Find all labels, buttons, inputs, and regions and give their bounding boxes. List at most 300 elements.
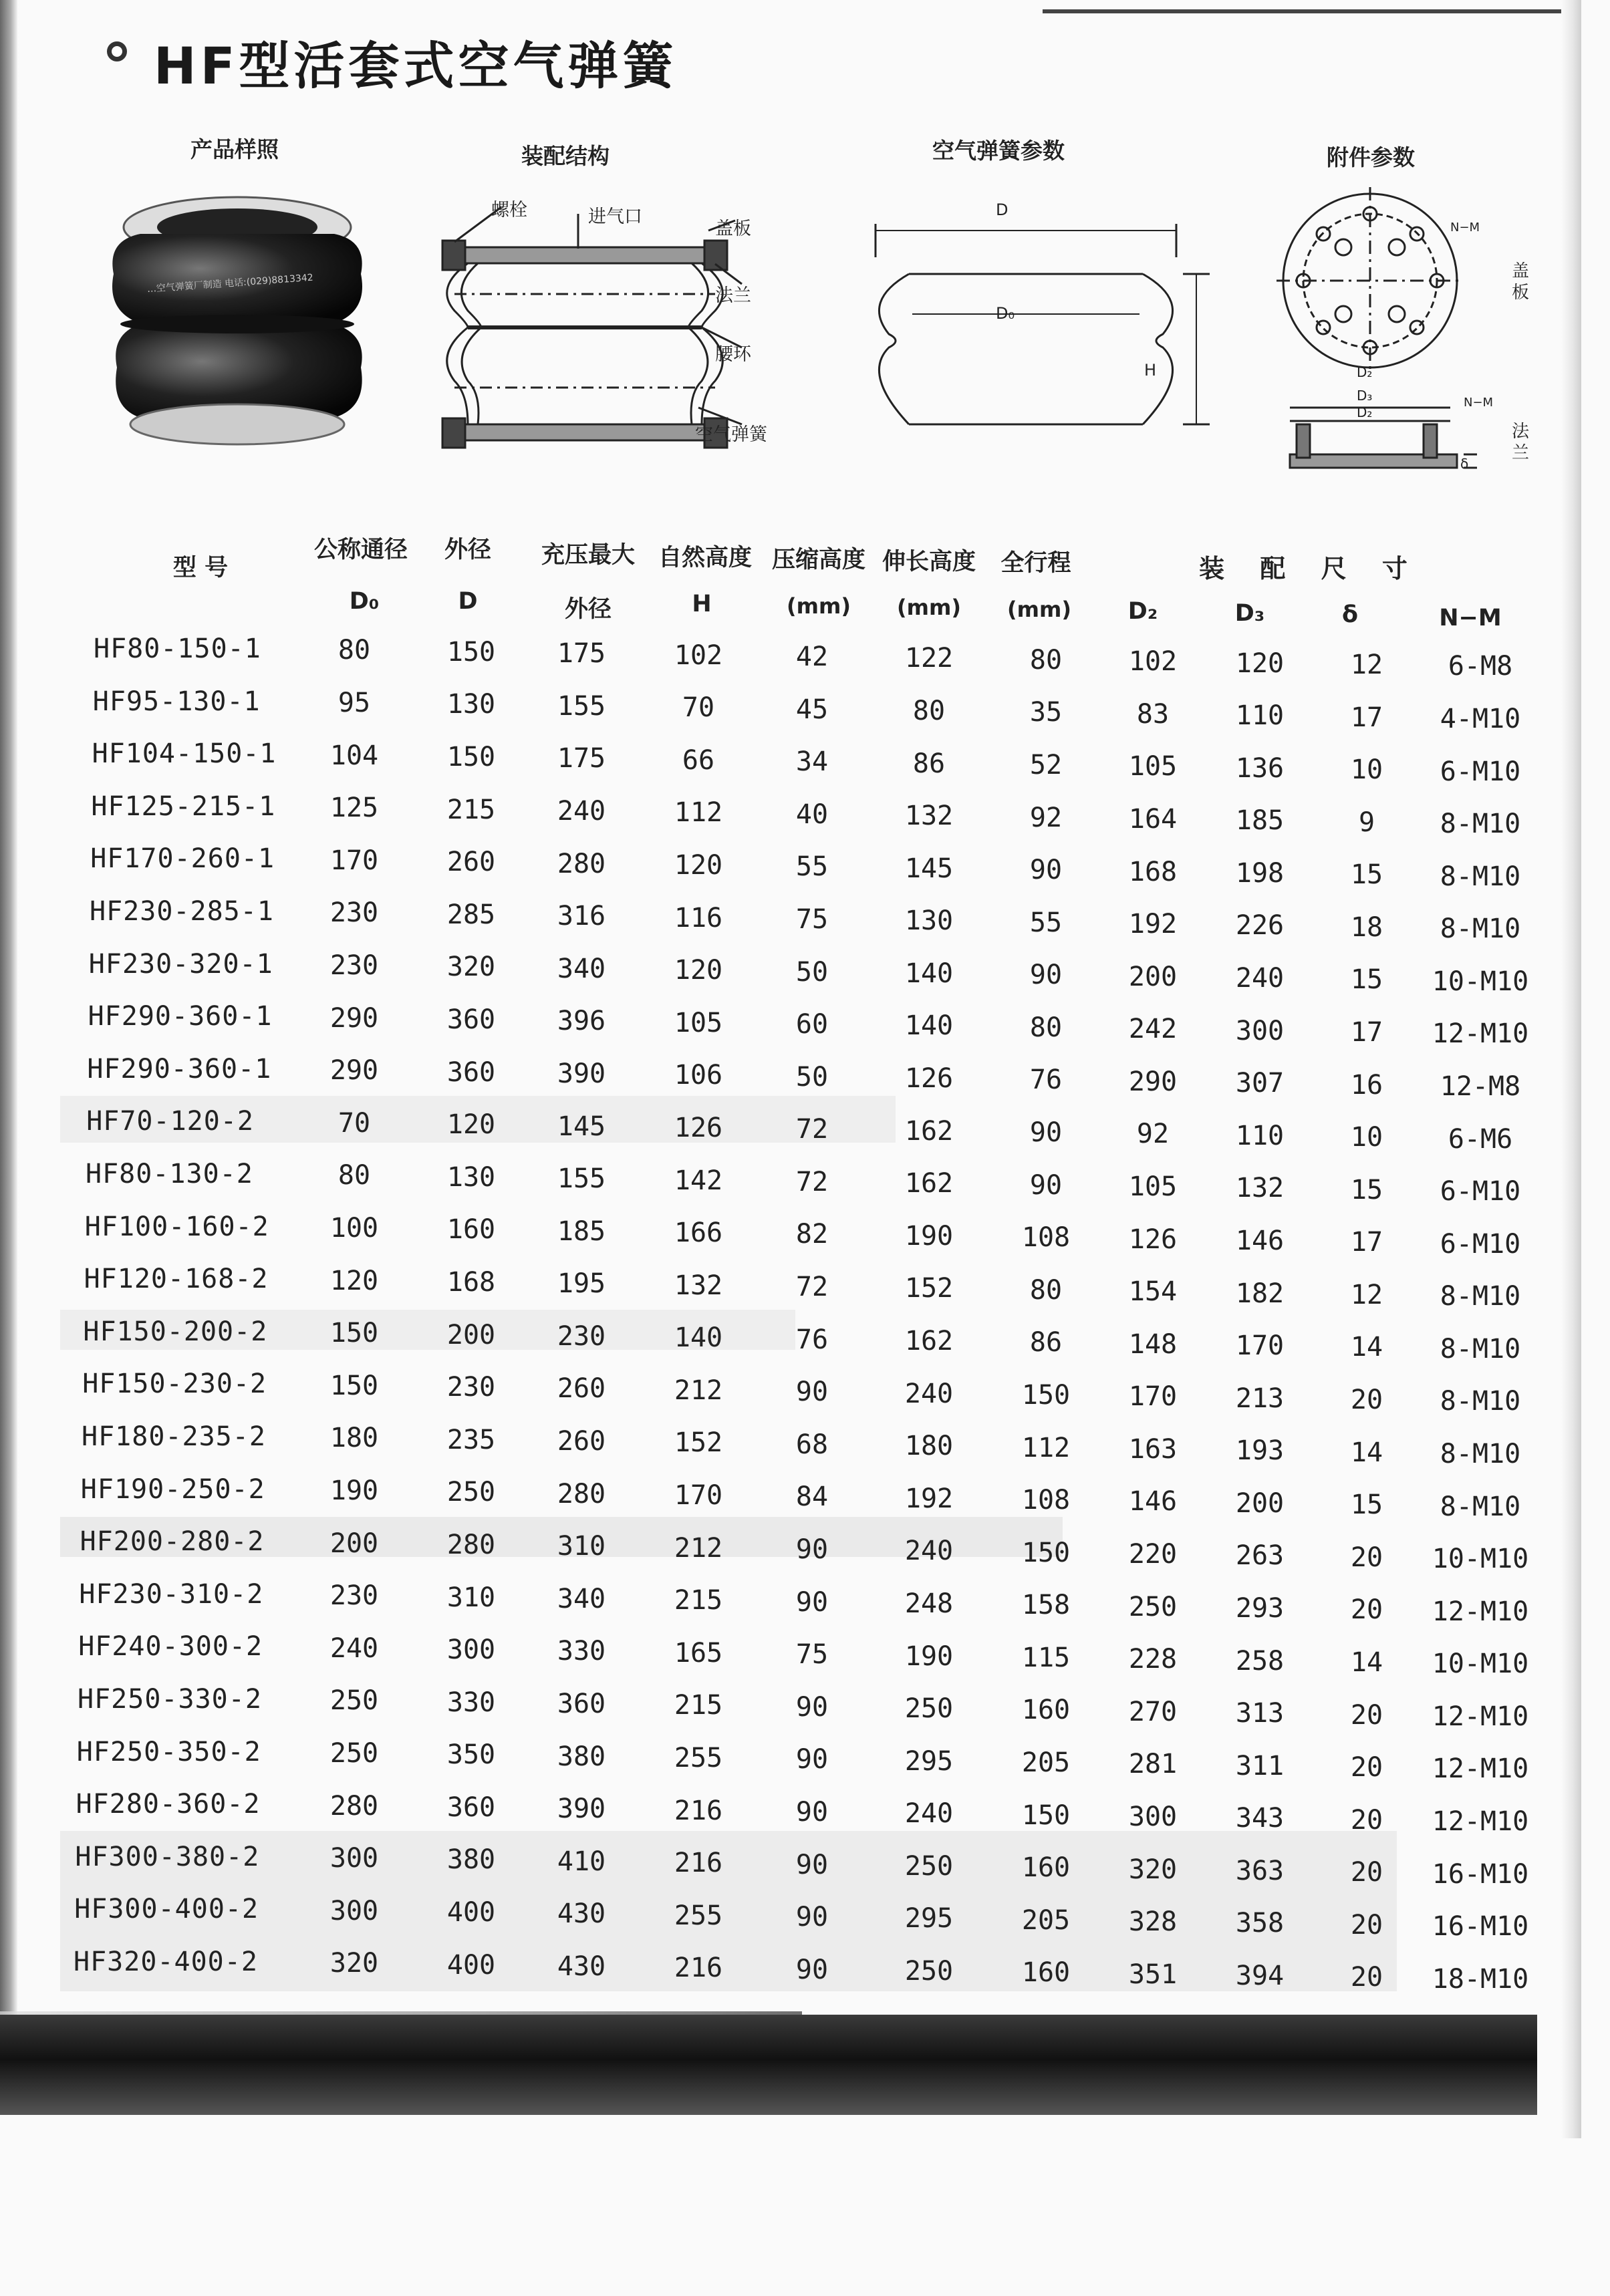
page-title: HF型活套式空气弹簧 [154,36,678,96]
cell-free-height: 166 [674,1217,723,1249]
cell-nominal-bore: 190 [329,1475,379,1506]
cell-d3: 110 [1235,1120,1285,1151]
cell-outer-dia: 260 [446,847,496,878]
label-cover-side: 盖板 [1512,261,1530,303]
cell-full-stroke: 80 [1029,1012,1063,1043]
cell-d2: 170 [1128,1381,1178,1413]
cell-compressed: 90 [795,1586,829,1618]
cell-full-stroke: 158 [1021,1590,1071,1621]
cell-delta: 12 [1350,650,1383,680]
cell-nm: 8-M10 [1440,1491,1521,1522]
table-row [67,1947,1557,1993]
cell-d3: 240 [1235,963,1285,994]
cell-full-stroke: 115 [1021,1642,1071,1673]
table-row [67,1842,1557,1888]
cell-model: HF120-168-2 [84,1264,269,1295]
cell-outer-dia: 285 [446,899,496,930]
cell-free-height: 170 [674,1480,723,1512]
cell-free-height: 216 [674,1848,723,1879]
label-cover-plate: 盖板 [715,219,751,239]
cell-d2: 320 [1128,1854,1178,1885]
subheader-h: H [692,591,712,617]
cell-free-height: 212 [674,1532,723,1564]
cell-extended: 126 [904,1063,954,1095]
cell-d2: 228 [1128,1644,1178,1675]
cell-free-height: 216 [674,1953,723,1984]
cell-delta: 20 [1350,1542,1383,1573]
cell-extended: 162 [904,1168,954,1199]
cell-compressed: 45 [795,694,829,725]
cell-extended: 190 [904,1220,954,1252]
label-waist-ring: 腰环 [715,344,751,365]
cell-model: HF280-360-2 [76,1789,261,1820]
cell-compressed: 84 [795,1481,829,1513]
cell-outer-dia: 350 [446,1739,496,1771]
section-accessory-params-label: 附件参数 [1327,144,1415,170]
cell-model: HF80-150-1 [94,633,261,664]
cell-compressed: 76 [795,1324,829,1355]
cell-delta: 15 [1350,1174,1383,1205]
subheader-d: D [458,588,478,615]
cell-nm: 12-M10 [1432,1806,1529,1837]
cell-d3: 300 [1235,1015,1285,1046]
cell-d2: 126 [1128,1224,1178,1255]
subheader-extended-unit: (mm) [897,595,961,620]
cell-nominal-bore: 104 [329,740,379,771]
cell-delta: 17 [1350,702,1383,733]
cell-free-height: 106 [674,1060,723,1091]
cell-compressed: 72 [795,1114,829,1145]
header-mounting: 装 配 尺 寸 [1199,554,1421,583]
cell-d3: 200 [1235,1487,1285,1519]
cell-model: HF300-400-2 [74,1894,259,1925]
table-row [67,1264,1557,1310]
cell-max-outer: 430 [557,1898,606,1930]
cell-full-stroke: 112 [1021,1432,1071,1463]
cell-full-stroke: 55 [1029,907,1063,938]
cell-nominal-bore: 180 [329,1423,379,1454]
cell-free-height: 120 [674,955,723,986]
subheader-max-outer: 外径 [564,596,612,623]
cell-model: HF250-330-2 [78,1684,262,1715]
table-row [67,1579,1557,1626]
cell-compressed: 72 [795,1166,829,1197]
cell-model: HF150-200-2 [83,1316,268,1347]
cell-compressed: 90 [795,1377,829,1408]
cell-extended: 140 [904,958,954,989]
cell-delta: 20 [1350,1752,1383,1783]
cell-delta: 20 [1350,1699,1383,1731]
scan-bottom-band [0,2015,1537,2115]
label-accessory-nm-bottom: N−M [1464,396,1494,410]
cell-free-height: 116 [674,902,723,934]
cell-free-height: 70 [682,692,715,724]
cell-compressed: 90 [795,1849,829,1880]
cell-max-outer: 316 [557,901,606,932]
cell-outer-dia: 250 [446,1477,496,1508]
cell-free-height: 215 [674,1585,723,1616]
spring-params-diagram [862,194,1210,474]
cell-full-stroke: 90 [1029,1117,1063,1149]
cell-max-outer: 230 [557,1320,606,1352]
cell-free-height: 66 [682,744,715,776]
cell-max-outer: 155 [557,1163,606,1195]
cell-free-height: 216 [674,1795,723,1826]
cell-free-height: 255 [674,1900,723,1931]
subheader-nm: N−M [1439,605,1502,631]
cell-nominal-bore: 80 [338,1160,371,1191]
table-row [67,1474,1557,1521]
cell-nm: 8-M10 [1440,1386,1521,1417]
table-row [67,1001,1557,1048]
header-outer-dia: 外径 [444,537,491,563]
cell-delta: 10 [1350,754,1383,786]
cell-nm: 6-M10 [1440,1228,1521,1260]
cell-outer-dia: 400 [446,1949,496,1981]
cell-delta: 20 [1350,1804,1383,1836]
cell-max-outer: 175 [557,743,606,774]
cell-nm: 8-M10 [1440,1281,1521,1312]
cell-model: HF240-300-2 [78,1631,263,1663]
cell-nm: 6-M8 [1448,651,1513,682]
cell-max-outer: 280 [557,848,606,879]
table-row [67,1211,1557,1258]
cell-model: HF250-350-2 [76,1736,261,1767]
cell-extended: 132 [904,801,954,832]
subheader-d2: D₂ [1127,598,1158,625]
cell-d3: 170 [1235,1330,1285,1362]
cell-delta: 20 [1350,1594,1383,1626]
cell-full-stroke: 52 [1029,749,1063,780]
cell-nominal-bore: 250 [329,1685,379,1717]
cell-compressed: 75 [795,1639,829,1671]
cell-nm: 10-M10 [1432,966,1529,997]
cell-d2: 290 [1128,1066,1178,1097]
label-bolt: 螺栓 [491,200,527,221]
cell-extended: 248 [904,1588,954,1619]
cell-extended: 140 [904,1010,954,1042]
table-row [67,1421,1557,1468]
cell-model: HF290-360-1 [87,1053,272,1085]
subheader-d0: D₀ [349,588,380,615]
cell-model: HF300-380-2 [75,1841,260,1872]
cell-max-outer: 430 [557,1951,606,1983]
cell-outer-dia: 168 [446,1266,496,1298]
header-full-stroke: 全行程 [1000,550,1071,577]
cell-max-outer: 340 [557,1583,606,1614]
header-compressed: 压缩高度 [771,547,865,573]
cell-max-outer: 390 [557,1793,606,1825]
cell-compressed: 75 [795,903,829,935]
cell-model: HF200-280-2 [80,1526,265,1558]
table-row [67,1789,1557,1836]
table-row [67,1369,1557,1415]
cell-max-outer: 380 [557,1741,606,1772]
cell-model: HF80-130-2 [86,1159,253,1189]
cell-delta: 14 [1350,1646,1383,1678]
cell-compressed: 90 [795,1954,829,1985]
cell-outer-dia: 400 [446,1897,496,1928]
cell-compressed: 60 [795,1009,829,1040]
cell-nm: 10-M10 [1432,1544,1529,1575]
cell-compressed: 55 [795,851,829,883]
cell-d2: 146 [1128,1486,1178,1518]
cell-outer-dia: 130 [446,689,496,720]
scan-top-line [1043,9,1564,13]
header-extended: 伸长高度 [882,549,976,575]
cell-nominal-bore: 100 [329,1212,379,1244]
cell-model: HF104-150-1 [92,738,277,770]
cell-full-stroke: 150 [1021,1537,1071,1568]
cell-d2: 220 [1128,1539,1178,1570]
cell-nominal-bore: 250 [329,1737,379,1769]
cell-model: HF95-130-1 [92,686,261,717]
cell-nm: 6-M6 [1448,1123,1513,1155]
cell-outer-dia: 320 [446,952,496,983]
cell-extended: 162 [904,1326,954,1356]
cell-nominal-bore: 95 [338,687,371,718]
cell-extended: 250 [904,1956,954,1987]
cell-d2: 83 [1136,698,1170,730]
cell-nominal-bore: 290 [329,1002,379,1034]
table-row [67,686,1557,733]
cell-d3: 313 [1235,1698,1285,1729]
cell-nominal-bore: 290 [329,1055,379,1087]
cell-outer-dia: 235 [446,1424,496,1455]
cell-full-stroke: 160 [1021,1957,1071,1989]
cell-compressed: 72 [795,1272,829,1303]
cell-extended: 145 [904,853,954,884]
cell-outer-dia: 200 [446,1319,496,1350]
cell-outer-dia: 360 [446,1056,496,1088]
cell-delta: 16 [1350,1069,1383,1101]
cell-nominal-bore: 200 [329,1528,379,1559]
label-d3: D₃ [1357,388,1373,404]
cell-outer-dia: 150 [446,636,496,668]
cell-full-stroke: 160 [1021,1852,1071,1884]
label-air-inlet: 进气口 [588,206,642,227]
cell-free-height: 215 [674,1690,723,1721]
cell-d3: 213 [1235,1383,1285,1414]
cell-nm: 6-M10 [1440,1176,1521,1207]
photo-imprint-text: …空气弹簧厂制造 电话:(029)8813342 [146,272,314,295]
cell-extended: 162 [904,1115,954,1147]
cell-nominal-bore: 120 [329,1265,379,1296]
cell-d3: 343 [1235,1803,1285,1834]
cell-compressed: 90 [795,1691,829,1723]
cell-compressed: 50 [795,956,829,988]
cell-full-stroke: 80 [1029,644,1063,676]
subheader-delta: δ [1341,601,1359,628]
cell-max-outer: 410 [557,1846,606,1877]
cell-extended: 240 [904,1378,954,1409]
cell-nominal-bore: 170 [329,845,379,876]
cell-full-stroke: 150 [1021,1800,1071,1831]
cell-d2: 270 [1128,1696,1178,1727]
cell-d3: 146 [1235,1225,1285,1256]
cell-compressed: 90 [795,1534,829,1565]
label-delta: δ [1460,456,1469,472]
cell-max-outer: 145 [557,1111,606,1142]
cell-nominal-bore: 230 [329,950,379,981]
cell-full-stroke: 160 [1021,1695,1071,1726]
table-row [67,738,1557,785]
cell-delta: 17 [1350,1017,1383,1048]
cell-nm: 8-M10 [1440,861,1521,892]
cell-max-outer: 240 [557,795,606,827]
cell-free-height: 120 [674,849,723,881]
cell-max-outer: 260 [557,1373,606,1405]
cell-d2: 281 [1128,1749,1178,1780]
cell-delta: 20 [1350,1962,1383,1993]
cell-model: HF180-235-2 [82,1421,266,1452]
cell-nm: 16-M10 [1432,1858,1529,1890]
cell-extended: 240 [904,1536,954,1567]
cell-max-outer: 310 [557,1531,606,1562]
cell-extended: 250 [904,1850,954,1882]
cell-full-stroke: 76 [1029,1064,1063,1096]
cell-full-stroke: 90 [1029,855,1063,886]
cell-full-stroke: 80 [1029,1274,1063,1306]
cell-d3: 193 [1235,1435,1285,1467]
cell-delta: 15 [1350,964,1383,996]
header-model: 型 号 [172,555,229,581]
cell-outer-dia: 230 [446,1372,496,1403]
table-row [67,1737,1557,1783]
cell-d3: 311 [1235,1750,1285,1781]
cell-extended: 295 [904,1903,954,1934]
cell-nominal-bore: 125 [329,793,379,824]
cell-nominal-bore: 280 [329,1790,379,1822]
cell-outer-dia: 360 [446,1791,496,1823]
cell-max-outer: 195 [557,1268,606,1300]
table-row [67,1159,1557,1205]
cell-extended: 295 [904,1745,954,1777]
cell-model: HF230-320-1 [88,948,273,980]
cell-model: HF290-360-1 [88,1001,273,1032]
header-free-height: 自然高度 [658,545,752,571]
cell-max-outer: 280 [557,1478,606,1510]
cell-d2: 154 [1128,1276,1178,1308]
cell-free-height: 142 [674,1165,723,1196]
label-h: H [1144,361,1157,380]
cell-nominal-bore: 300 [329,1843,379,1874]
cell-d2: 105 [1128,751,1178,782]
label-d2-top: D₂ [1357,364,1373,380]
cell-outer-dia: 380 [446,1844,496,1876]
cell-compressed: 68 [795,1429,829,1460]
cell-d2: 92 [1136,1119,1170,1150]
scan-right-edge [1561,0,1581,2138]
cell-outer-dia: 330 [446,1687,496,1718]
table-row [67,949,1557,996]
cell-free-height: 152 [674,1427,723,1459]
cell-d2: 351 [1128,1959,1178,1990]
cell-d3: 120 [1235,648,1285,679]
label-d0: D₀ [996,304,1015,323]
label-d: D [996,200,1009,219]
cell-nm: 10-M10 [1432,1648,1529,1680]
header-max-inflated: 充压最大 [541,542,635,569]
cell-d3: 226 [1235,910,1285,942]
header-nominal-bore: 公称通径 [313,537,408,563]
cell-outer-dia: 280 [446,1529,496,1560]
cell-d2: 192 [1128,909,1178,940]
cell-delta: 15 [1350,859,1383,891]
cell-nm: 4-M10 [1440,703,1521,734]
cell-full-stroke: 86 [1029,1327,1063,1358]
table-row [67,1526,1557,1573]
label-d2-bottom: D₂ [1357,404,1373,420]
subheader-d3: D₃ [1234,600,1265,627]
cell-d3: 394 [1235,1961,1285,1992]
cell-compressed: 82 [795,1219,829,1250]
cell-outer-dia: 150 [446,741,496,772]
cell-delta: 20 [1350,1909,1383,1941]
cell-d2: 168 [1128,856,1178,887]
cell-max-outer: 396 [557,1006,606,1037]
cell-outer-dia: 120 [446,1109,496,1141]
table-row [67,1106,1557,1153]
cell-free-height: 132 [674,1270,723,1301]
cell-max-outer: 155 [557,690,606,722]
cell-nominal-bore: 230 [329,897,379,929]
cell-max-outer: 390 [557,1058,606,1089]
cell-d2: 250 [1128,1591,1178,1622]
cell-compressed: 50 [795,1061,829,1093]
cell-d3: 185 [1235,805,1285,837]
cell-compressed: 90 [795,1902,829,1933]
cell-outer-dia: 310 [446,1582,496,1613]
cell-model: HF230-285-1 [90,896,274,927]
cell-nm: 12-M8 [1440,1070,1521,1102]
cell-model: HF125-215-1 [91,791,276,822]
cell-nm: 16-M10 [1432,1911,1529,1943]
cell-free-height: 112 [674,797,723,829]
cell-delta: 15 [1350,1489,1383,1521]
cell-nm: 8-M10 [1440,1333,1521,1365]
cell-d3: 132 [1235,1173,1285,1204]
cell-full-stroke: 35 [1029,697,1063,728]
cell-delta: 14 [1350,1437,1383,1468]
cell-delta: 18 [1350,911,1383,943]
cell-nominal-bore: 70 [338,1107,371,1139]
cell-d2: 328 [1128,1906,1178,1938]
cell-d3: 258 [1235,1645,1285,1677]
cell-d2: 300 [1128,1801,1178,1832]
cell-nominal-bore: 150 [329,1318,379,1349]
cell-d2: 163 [1128,1433,1178,1465]
cell-compressed: 90 [795,1744,829,1775]
cell-delta: 10 [1350,1122,1383,1153]
cell-d2: 102 [1128,646,1178,678]
cell-d2: 105 [1128,1171,1178,1202]
cell-outer-dia: 160 [446,1214,496,1246]
table-row [67,1316,1557,1363]
cell-outer-dia: 215 [446,794,496,825]
section-spring-params-label: 空气弹簧参数 [932,138,1065,164]
cell-full-stroke: 92 [1029,802,1063,833]
label-flange: 法兰 [715,285,751,306]
cell-d3: 358 [1235,1908,1285,1939]
cell-nm: 6-M10 [1440,756,1521,787]
cell-nm: 12-M10 [1432,1018,1529,1050]
label-air-spring: 空气弹簧 [695,424,767,445]
cell-extended: 250 [904,1693,954,1725]
cell-full-stroke: 205 [1021,1747,1071,1779]
cell-d3: 198 [1235,857,1285,889]
table-row [67,843,1557,890]
